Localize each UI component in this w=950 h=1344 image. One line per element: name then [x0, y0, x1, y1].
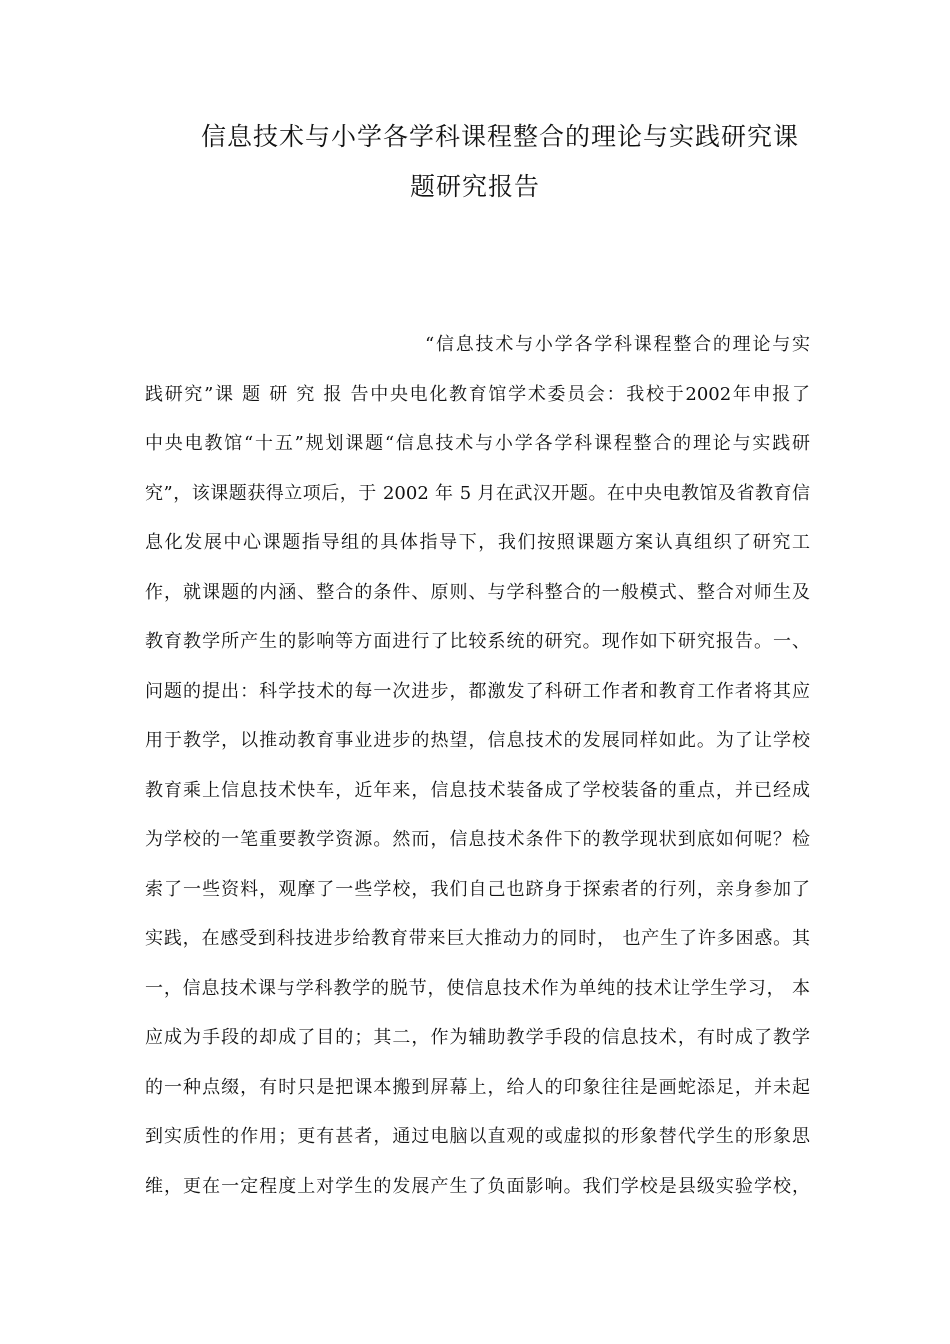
body-line: “信息技术与小学各学科课程整合的理论与实 — [425, 334, 810, 355]
body-line: 的一种点缀，有时只是把课本搬到屏幕上，给人的印象往往是画蛇添足，并未起 — [145, 1076, 810, 1098]
document-body — [145, 320, 810, 1211]
title-line-2: 题研究报告 — [409, 172, 540, 201]
body-line: 到实质性的作用；更有甚者，通过电脑以直观的或虚拟的形象替代学生的形象思 — [145, 1126, 810, 1147]
body-line: 索了一些资料，观摩了一些学校，我们自己也跻身于探索者的行列，亲身参加了 — [145, 878, 810, 900]
body-line: 维，更在一定程度上对学生的发展产生了负面影响。我们学校是县级实验学校， — [145, 1175, 810, 1197]
body-line: 践研究”课 题 研 究 报 告中央电化教育馆学术委员会：我校于2002年申报了 — [145, 383, 810, 405]
body-line: 问题的提出：科学技术的每一次进步，都激发了科研工作者和教育工作者将其应 — [145, 680, 810, 702]
body-line: 中央电教馆“十五”规划课题“信息技术与小学各学科课程整合的理论与实践研 — [145, 433, 810, 454]
body-line: 为学校的一笔重要教学资源。然而，信息技术条件下的教学现状到底如何呢？检 — [145, 829, 810, 850]
title-line-1: 信息技术与小学各学科课程整合的理论与实践研究课 — [200, 122, 799, 151]
document-title — [0, 112, 950, 212]
body-line: 一，信息技术课与学科教学的脱节，使信息技术作为单纯的技术让学生学习， 本 — [145, 977, 810, 999]
body-line: 实践，在感受到科技进步给教育带来巨大推动力的同时， 也产生了许多困惑。其 — [145, 928, 810, 949]
body-line: 息化发展中心课题指导组的具体指导下，我们按照课题方案认真组织了研究工 — [145, 532, 810, 553]
body-line: 作，就课题的内涵、整合的条件、原则、与学科整合的一般模式、整合对师生及 — [145, 581, 810, 603]
body-line: 究”，该课题获得立项后，于 2002 年 5 月在武汉开题。在中央电教馆及省教育信 — [145, 482, 810, 504]
body-line: 应成为手段的却成了目的；其二，作为辅助教学手段的信息技术，有时成了教学 — [145, 1027, 810, 1048]
body-line: 教育教学所产生的影响等方面进行了比较系统的研究。现作如下研究报告。一、 — [145, 631, 810, 652]
body-line: 用于教学，以推动教育事业进步的热望，信息技术的发展同样如此。为了让学校 — [145, 730, 810, 751]
body-line: 教育乘上信息技术快车，近年来，信息技术装备成了学校装备的重点，并已经成 — [145, 779, 810, 801]
